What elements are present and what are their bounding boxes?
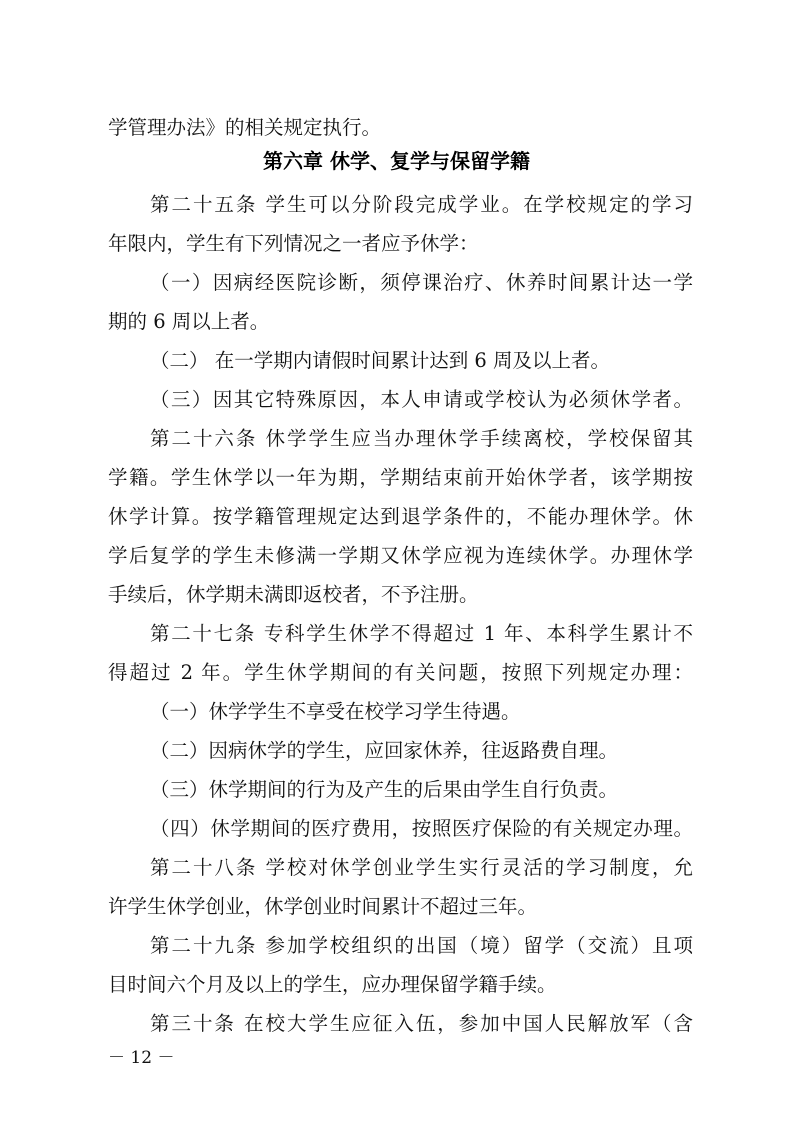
article-27-line-1: 第二十七条 专科学生休学不得超过 1 年、本科学生累计不 <box>150 622 693 645</box>
article-29-line-1: 第二十九条 参加学校组织的出国（境）留学（交流）且项 <box>150 934 693 957</box>
article-28-line-1: 第二十八条 学校对休学创业学生实行灵活的学习制度，允 <box>150 856 693 879</box>
article-27-item-2: （二）因病休学的学生，应回家休养，往返路费自理。 <box>150 739 619 762</box>
article-26-line-4: 学后复学的学生未修满一学期又休学应视为连续休学。办理休学 <box>108 544 693 567</box>
item-1-line-1: （一）因病经医院诊断，须停课治疗、休养时间累计达一学 <box>150 271 693 294</box>
article-27-line-2: 得超过 2 年。学生休学期间的有关问题，按照下列规定办理： <box>108 661 693 684</box>
article-28-line-2: 许学生休学创业，休学创业时间累计不超过三年。 <box>108 895 538 918</box>
article-26-line-1: 第二十六条 休学学生应当办理休学手续离校，学校保留其 <box>150 427 693 450</box>
article-29-line-2: 目时间六个月及以上的学生，应办理保留学籍手续。 <box>108 973 557 996</box>
page-number: － 12 － <box>108 1048 175 1068</box>
item-2-line: （二） 在一学期内请假时间累计达到 6 周及以上者。 <box>150 349 611 372</box>
article-30-line-1: 第三十条 在校大学生应征入伍，参加中国人民解放军（含 <box>150 1012 693 1035</box>
article-26-line-3: 休学计算。按学籍管理规定达到退学条件的，不能办理休学。休 <box>108 505 693 528</box>
text-line: 学管理办法》的相关规定执行。 <box>108 116 382 139</box>
item-3-line: （三）因其它特殊原因，本人申请或学校认为必须休学者。 <box>150 388 693 411</box>
article-25-line-2: 年限内，学生有下列情况之一者应予休学： <box>108 232 479 255</box>
article-26-line-5: 手续后，休学期未满即返校者，不予注册。 <box>108 583 479 606</box>
chapter-heading: 第六章 休学、复学与保留学籍 <box>263 149 530 173</box>
article-27-item-4: （四）休学期间的医疗费用，按照医疗保险的有关规定办理。 <box>150 817 693 840</box>
article-25-line-1: 第二十五条 学生可以分阶段完成学业。在学校规定的学习 <box>150 193 693 216</box>
item-1-line-2: 期的 6 周以上者。 <box>108 310 270 333</box>
article-27-item-1: （一）休学学生不享受在校学习学生待遇。 <box>150 700 521 723</box>
article-26-line-2: 学籍。学生休学以一年为期，学期结束前开始休学者，该学期按 <box>108 466 693 489</box>
article-27-item-3: （三）休学期间的行为及产生的后果由学生自行负责。 <box>150 778 619 801</box>
